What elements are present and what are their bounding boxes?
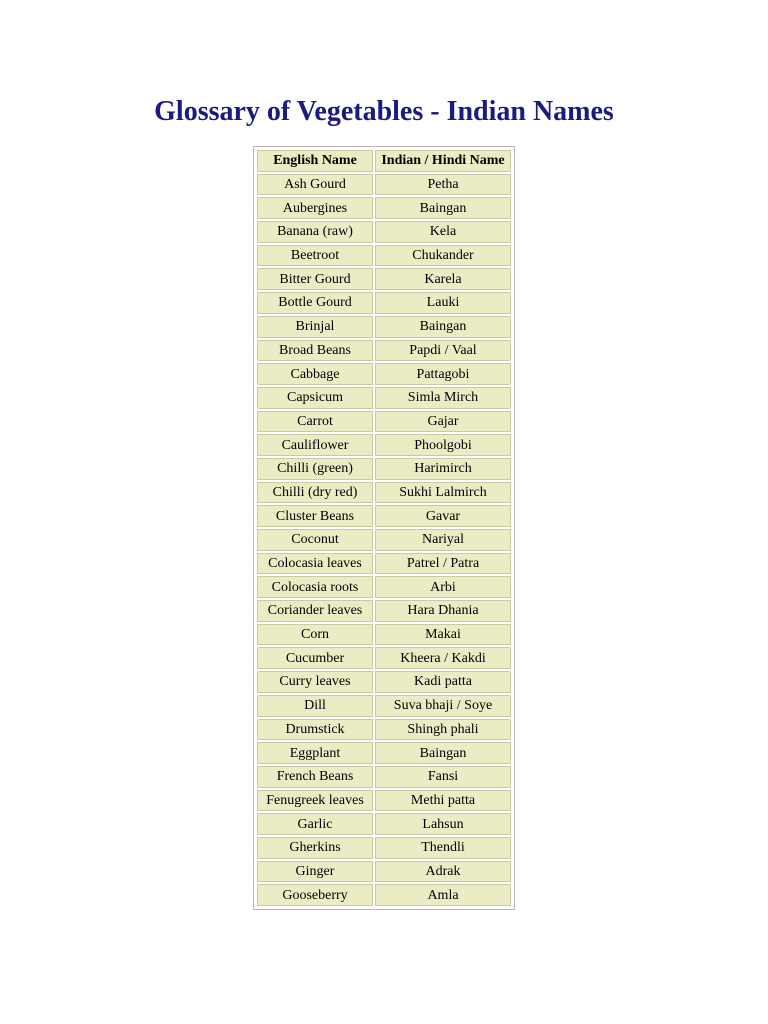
table-row — [257, 340, 511, 362]
table-row — [257, 790, 511, 812]
table-row — [257, 245, 511, 267]
hindi-name-cell: Papdi / Vaal — [375, 340, 511, 362]
hindi-name-cell: Amla — [375, 884, 511, 906]
english-name-cell: Curry leaves — [257, 671, 373, 693]
english-name-cell: French Beans — [257, 766, 373, 788]
hindi-name-cell: Adrak — [375, 861, 511, 883]
hindi-name-cell: Baingan — [375, 316, 511, 338]
english-name-cell: Broad Beans — [257, 340, 373, 362]
table-header-row — [257, 150, 511, 172]
english-name-cell: Bottle Gourd — [257, 292, 373, 314]
english-name-cell: Bitter Gourd — [257, 268, 373, 290]
header-hindi-name: Indian / Hindi Name — [375, 150, 511, 172]
hindi-name-cell: Gavar — [375, 505, 511, 527]
table-row — [257, 316, 511, 338]
english-name-cell: Corn — [257, 624, 373, 646]
table-row — [257, 363, 511, 385]
hindi-name-cell: Gajar — [375, 411, 511, 433]
english-name-cell: Brinjal — [257, 316, 373, 338]
english-name-cell: Ginger — [257, 861, 373, 883]
hindi-name-cell: Harimirch — [375, 458, 511, 480]
table-row — [257, 221, 511, 243]
english-name-cell: Capsicum — [257, 387, 373, 409]
table-row — [257, 861, 511, 883]
table-row — [257, 434, 511, 456]
english-name-cell: Ash Gourd — [257, 174, 373, 196]
hindi-name-cell: Arbi — [375, 576, 511, 598]
english-name-cell: Gooseberry — [257, 884, 373, 906]
english-name-cell: Aubergines — [257, 197, 373, 219]
table-row — [257, 482, 511, 504]
hindi-name-cell: Hara Dhania — [375, 600, 511, 622]
table-row — [257, 505, 511, 527]
table-row — [257, 624, 511, 646]
table-row — [257, 458, 511, 480]
table-row — [257, 411, 511, 433]
table-row — [257, 600, 511, 622]
hindi-name-cell: Fansi — [375, 766, 511, 788]
hindi-name-cell: Sukhi Lalmirch — [375, 482, 511, 504]
hindi-name-cell: Makai — [375, 624, 511, 646]
table-row — [257, 647, 511, 669]
hindi-name-cell: Petha — [375, 174, 511, 196]
english-name-cell: Cauliflower — [257, 434, 373, 456]
table-row — [257, 268, 511, 290]
hindi-name-cell: Thendli — [375, 837, 511, 859]
table-row — [257, 695, 511, 717]
english-name-cell: Cabbage — [257, 363, 373, 385]
english-name-cell: Colocasia leaves — [257, 553, 373, 575]
glossary-table — [255, 148, 513, 908]
english-name-cell: Banana (raw) — [257, 221, 373, 243]
english-name-cell: Eggplant — [257, 742, 373, 764]
table-row — [257, 576, 511, 598]
table-body — [257, 174, 511, 906]
english-name-cell: Garlic — [257, 813, 373, 835]
hindi-name-cell: Kheera / Kakdi — [375, 647, 511, 669]
table-row — [257, 529, 511, 551]
table-row — [257, 813, 511, 835]
english-name-cell: Chilli (dry red) — [257, 482, 373, 504]
hindi-name-cell: Methi patta — [375, 790, 511, 812]
hindi-name-cell: Kadi patta — [375, 671, 511, 693]
header-english-name: English Name — [257, 150, 373, 172]
hindi-name-cell: Simla Mirch — [375, 387, 511, 409]
english-name-cell: Cluster Beans — [257, 505, 373, 527]
table-row — [257, 174, 511, 196]
hindi-name-cell: Shingh phali — [375, 719, 511, 741]
english-name-cell: Gherkins — [257, 837, 373, 859]
english-name-cell: Fenugreek leaves — [257, 790, 373, 812]
table-row — [257, 837, 511, 859]
table-row — [257, 742, 511, 764]
hindi-name-cell: Karela — [375, 268, 511, 290]
english-name-cell: Coconut — [257, 529, 373, 551]
english-name-cell: Beetroot — [257, 245, 373, 267]
glossary-table-container — [253, 146, 515, 910]
table-row — [257, 766, 511, 788]
english-name-cell: Drumstick — [257, 719, 373, 741]
table-row — [257, 387, 511, 409]
english-name-cell: Cucumber — [257, 647, 373, 669]
hindi-name-cell: Baingan — [375, 197, 511, 219]
table-row — [257, 884, 511, 906]
hindi-name-cell: Kela — [375, 221, 511, 243]
table-row — [257, 719, 511, 741]
hindi-name-cell: Phoolgobi — [375, 434, 511, 456]
hindi-name-cell: Nariyal — [375, 529, 511, 551]
hindi-name-cell: Suva bhaji / Soye — [375, 695, 511, 717]
hindi-name-cell: Baingan — [375, 742, 511, 764]
english-name-cell: Carrot — [257, 411, 373, 433]
english-name-cell: Dill — [257, 695, 373, 717]
english-name-cell: Chilli (green) — [257, 458, 373, 480]
english-name-cell: Colocasia roots — [257, 576, 373, 598]
hindi-name-cell: Lahsun — [375, 813, 511, 835]
table-row — [257, 671, 511, 693]
table-row — [257, 197, 511, 219]
table-row — [257, 553, 511, 575]
english-name-cell: Coriander leaves — [257, 600, 373, 622]
page-title: Glossary of Vegetables - Indian Names — [154, 96, 614, 127]
hindi-name-cell: Patrel / Patra — [375, 553, 511, 575]
hindi-name-cell: Chukander — [375, 245, 511, 267]
table-row — [257, 292, 511, 314]
hindi-name-cell: Lauki — [375, 292, 511, 314]
hindi-name-cell: Pattagobi — [375, 363, 511, 385]
